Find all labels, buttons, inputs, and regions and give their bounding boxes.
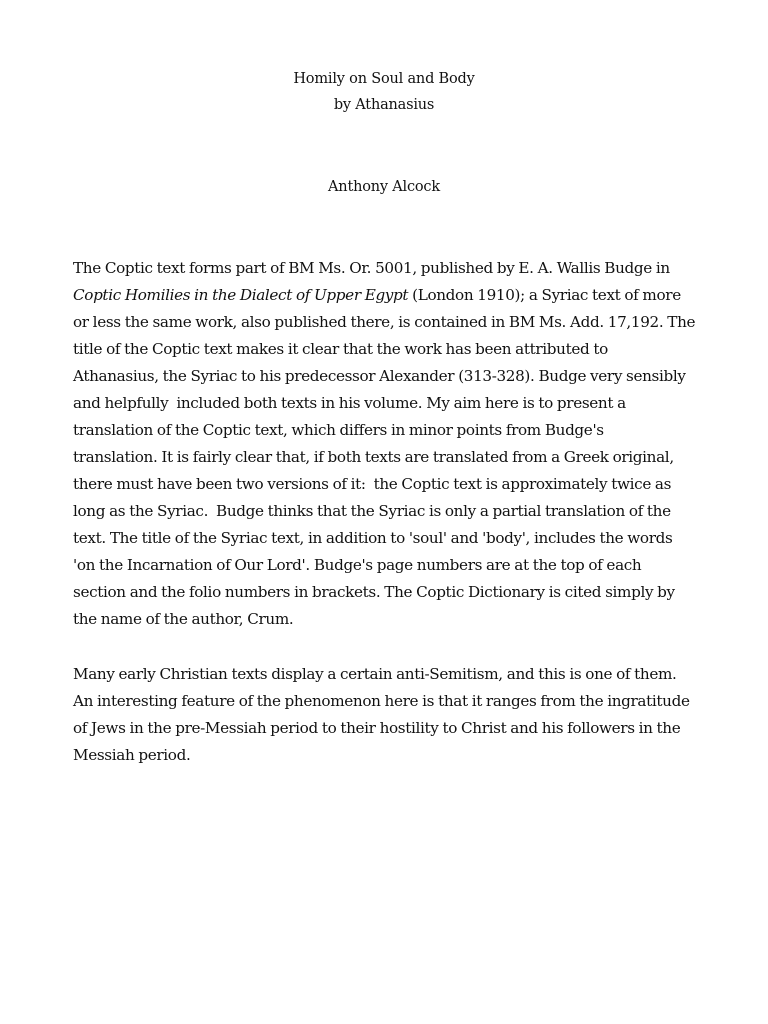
paragraph-line: translation of the Coptic text, which differs in minor points from Budge's (73, 421, 604, 439)
document-subtitle: by Athanasius (333, 97, 435, 113)
paragraph-line: the name of the author, Crum. (73, 610, 294, 628)
paragraph-line: text. The title of the Syriac text, in addition to 'soul' and 'body', includes the words (73, 529, 673, 547)
paragraph-line: Athanasius, the Syriac to his predecessor Alexander (313-328). Budge very sensibly (73, 367, 686, 385)
paragraph-line: and helpfully included both texts in his volume. My aim here is to present a (73, 394, 626, 412)
author-block (0, 174, 768, 200)
paragraph-line: long as the Syriac. Budge thinks that the Syriac is only a partial translation of the (73, 502, 671, 520)
paragraph-line: An interesting feature of the phenomenon here is that it ranges from the ingratitude (73, 692, 690, 710)
book-title-italic: Coptic Homilies in the Dialect of Upper Egypt (73, 286, 409, 304)
paragraph-line: there must have been two versions of it: the Coptic text is approximately twice as (73, 475, 672, 493)
title-block (0, 66, 768, 118)
paragraph-line: section and the folio numbers in brackets. The Coptic Dictionary is cited simply by (73, 583, 675, 601)
paragraph-anti-semitism (73, 661, 713, 769)
paragraph-line-rest: (London 1910); a Syriac text of more (408, 286, 681, 304)
paragraph-line: or less the same work, also published there, is contained in BM Ms. Add. 17,192. The (73, 313, 696, 331)
paragraph-line: Many early Christian texts display a certain anti-Semitism, and this is one of them. (73, 665, 677, 683)
document-author: Anthony Alcock (328, 179, 440, 195)
paragraph-line: translation. It is fairly clear that, if both texts are translated from a Greek original, (73, 448, 674, 466)
paragraph-line: 'on the Incarnation of Our Lord'. Budge's page numbers are at the top of each (73, 556, 642, 574)
paragraph-line: title of the Coptic text makes it clear that the work has been attributed to (73, 340, 608, 358)
document-title: Homily on Soul and Body (293, 71, 475, 87)
paragraph-line: of Jews in the pre-Messiah period to their hostility to Christ and his followers in the (73, 719, 681, 737)
paragraph-line: Messiah period. (73, 746, 191, 764)
paragraph-line: The Coptic text forms part of BM Ms. Or. 5001, published by E. A. Wallis Budge in (73, 259, 670, 277)
paragraph-line (73, 282, 713, 309)
paragraph-introduction (73, 255, 713, 633)
